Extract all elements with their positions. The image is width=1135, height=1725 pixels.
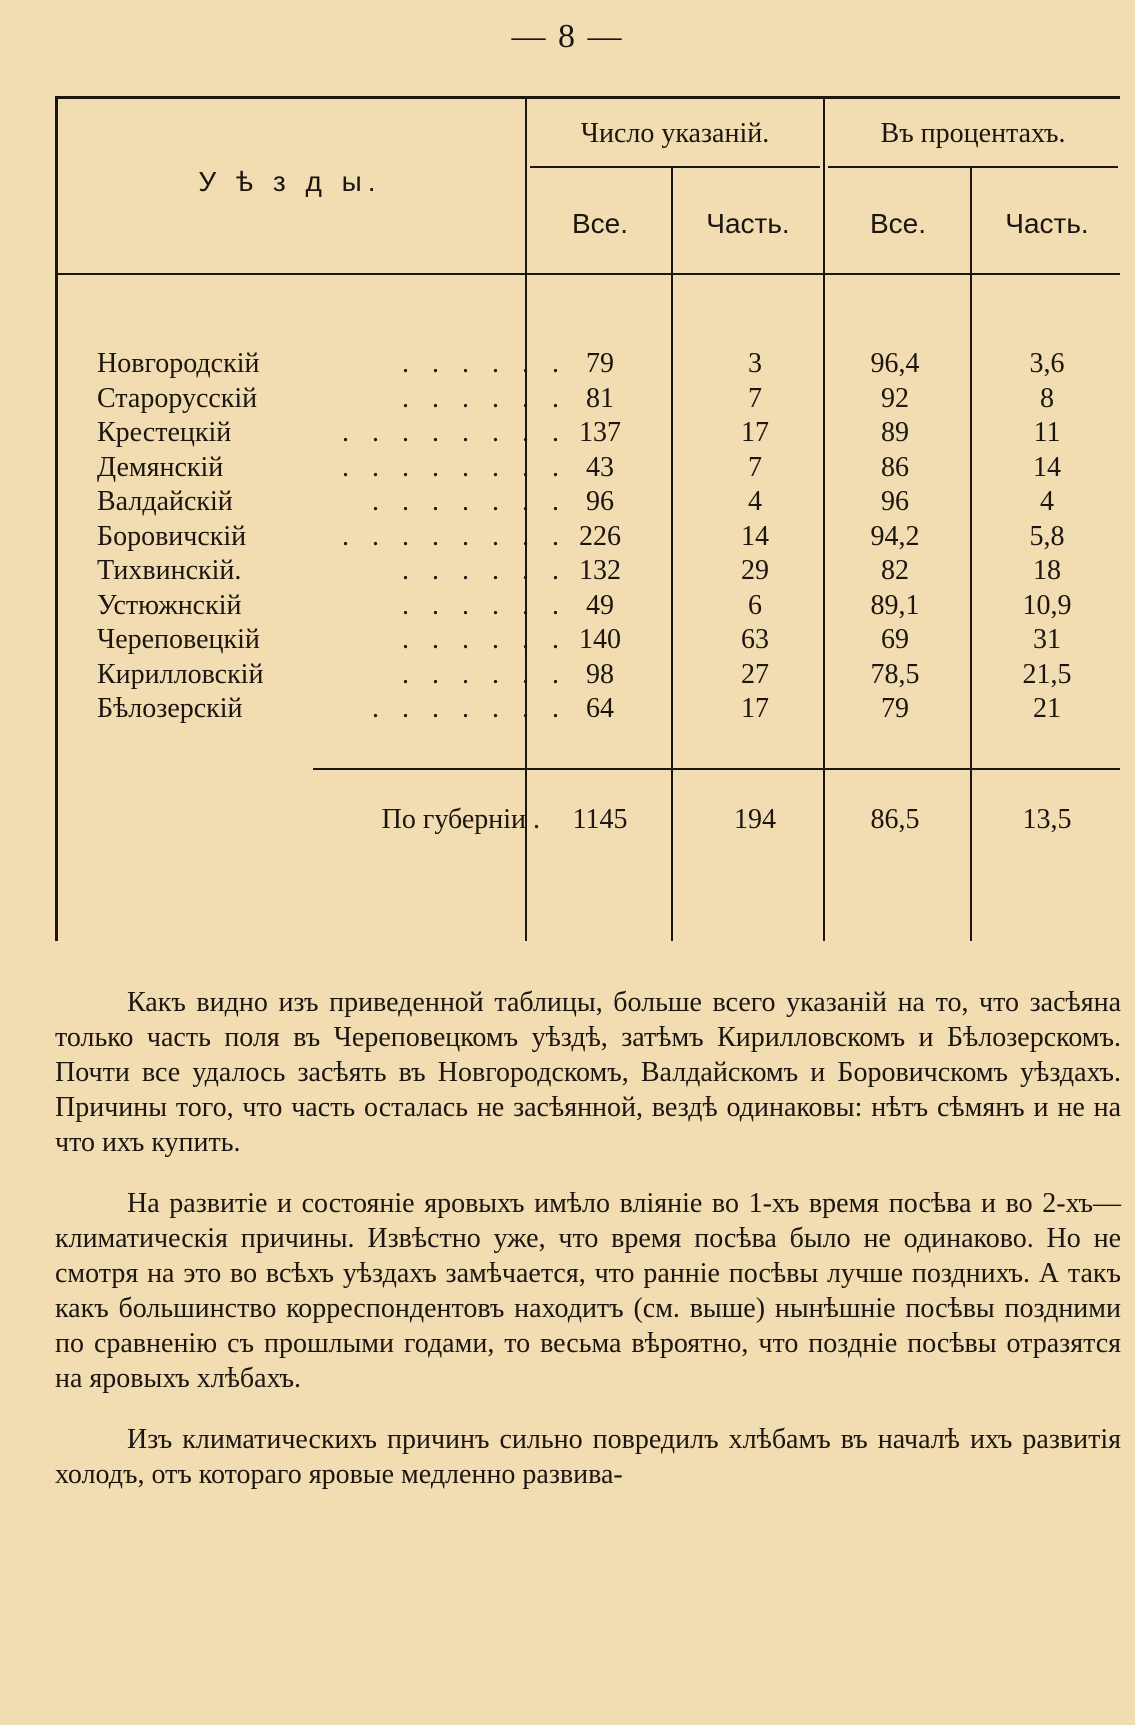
count-part-cell: 29 (741, 555, 769, 586)
table-row (55, 452, 1120, 486)
group-underline (530, 166, 820, 168)
percent-all-cell: 82 (881, 555, 909, 586)
count-all-cell: 226 (579, 520, 621, 552)
page-number: — 8 — (511, 18, 624, 55)
table-row (55, 624, 1120, 658)
percent-part-cell: 8 (1040, 382, 1054, 414)
total-count-all: 1145 (572, 804, 628, 835)
percent-all-cell: 69 (881, 624, 909, 655)
percent-all-cell: 92 (881, 382, 909, 414)
header-bottom-rule (58, 273, 1120, 275)
count-part-cell: 4 (748, 486, 762, 517)
percent-all-cell: 96,4 (870, 348, 920, 379)
total-count-part: 194 (734, 804, 776, 835)
table-row (55, 555, 1120, 589)
district-name: Новгородскій (97, 348, 260, 379)
leader-dots: . . . . . . (402, 555, 567, 586)
group-underline (828, 166, 1118, 168)
table-row (55, 521, 1120, 555)
total-percent-all: 86,5 (870, 804, 920, 835)
count-part-cell: 17 (741, 417, 769, 448)
leader-dots: . . . . . . . (372, 693, 567, 724)
leader-dots: . . . . . . (402, 624, 567, 655)
percent-part-header: Часть. (1005, 208, 1089, 239)
percent-all-cell: 89 (881, 417, 909, 448)
percent-all-cell: 79 (881, 693, 909, 724)
count-all-cell: 49 (586, 589, 614, 621)
district-name: Демянскій (97, 451, 224, 483)
paragraph-1: Какъ видно изъ приведенной таблицы, больше всего указаній на то, что засѣяна только часть поля въ Череповецкомъ уѣздѣ, затѣмъ Кирилловскомъ и Бѣлозерскомъ. Почти все удалось засѣять въ Новгородскомъ, Валдайскомъ и Боровичскомъ уѣздахъ. Причины того, что часть осталась не засѣянной, вездѣ одинаковы: нѣтъ сѣмянъ и не на что ихъ купить. (55, 987, 1121, 1158)
count-all-cell: 132 (579, 555, 621, 586)
total-percent-part: 13,5 (1022, 804, 1072, 835)
leader-dots: . . . . . . . . (342, 451, 567, 483)
count-part-cell: 6 (748, 589, 762, 621)
table-row (55, 348, 1120, 382)
leader-dots: . . . . . . (402, 382, 567, 414)
table-top-rule (55, 96, 1120, 99)
leader-dots: . . . . . . (402, 589, 567, 621)
district-name: Бѣлозерскій (97, 693, 243, 724)
percent-all-cell: 89,1 (870, 589, 920, 621)
count-all-cell: 79 (586, 348, 614, 379)
percent-part-cell: 11 (1033, 417, 1061, 448)
count-all-cell: 140 (579, 624, 621, 655)
district-column-header: У ѣ з д ы. (198, 166, 382, 197)
leader-dots: . . . . . . (402, 348, 567, 379)
table-row (55, 693, 1120, 727)
count-group-header: Число указаній. (580, 118, 770, 149)
leader-dots: . . . . . . . (372, 486, 567, 517)
total-top-rule (313, 768, 1120, 770)
total-label: По губерніи . (381, 804, 540, 835)
leader-dots: . . . . . . . . (342, 417, 567, 448)
district-name: Тихвинскій. (97, 555, 242, 586)
leader-dots: . . . . . . . . (342, 520, 567, 552)
percent-all-cell: 78,5 (870, 658, 920, 690)
district-name: Устюжнскій (97, 589, 242, 621)
count-part-header: Часть. (706, 208, 790, 239)
body-text (55, 985, 1121, 1518)
count-part-cell: 3 (748, 348, 762, 379)
count-all-cell: 43 (586, 451, 614, 483)
district-name: Крестецкій (97, 417, 232, 448)
table-row (55, 590, 1120, 624)
percent-part-cell: 3,6 (1029, 348, 1065, 379)
count-part-cell: 7 (748, 382, 762, 414)
count-all-cell: 98 (586, 658, 614, 690)
paragraph-3: Изъ климатическихъ причинъ сильно повредилъ хлѣбамъ въ началѣ ихъ развитія холодъ, отъ котораго яровые медленно развива- (55, 1424, 1121, 1490)
total-row (55, 804, 1120, 838)
percent-part-cell: 5,8 (1029, 520, 1065, 552)
statistics-table (55, 96, 1120, 941)
count-part-cell: 63 (741, 624, 769, 655)
district-name: Старорусскій (97, 382, 258, 414)
count-all-header: Все. (571, 208, 629, 239)
district-name: Кирилловскій (97, 658, 264, 690)
count-all-cell: 96 (586, 486, 614, 517)
district-name: Валдайскій (97, 486, 233, 517)
percent-part-cell: 18 (1033, 555, 1061, 586)
table-row (55, 417, 1120, 451)
count-part-cell: 27 (741, 658, 769, 690)
percent-part-cell: 10,9 (1022, 589, 1072, 621)
percent-all-cell: 94,2 (870, 520, 920, 552)
count-part-cell: 7 (748, 451, 762, 483)
percent-group-header: Въ процентахъ. (880, 118, 1066, 149)
percent-part-cell: 4 (1040, 486, 1054, 517)
count-all-cell: 81 (586, 382, 614, 414)
district-name: Боровичскій (97, 520, 247, 552)
count-part-cell: 14 (741, 520, 769, 552)
paragraph-2: На развитіе и состояніе яровыхъ имѣло вліяніе во 1-хъ время посѣва и во 2-хъ—климатическія причины. Извѣстно уже, что время посѣва было не одинаково. Но не смотря на это во всѣхъ уѣздахъ замѣчается, что ранніе посѣвы лучше позднихъ. А такъ какъ большинство корреспондентовъ находитъ (см. выше) нынѣшніе посѣвы поздними по сравненію съ прошлыми годами, то весьма вѣроятно, что поздніе посѣвы отразятся на яровыхъ хлѣбахъ. (55, 1188, 1121, 1394)
percent-part-cell: 14 (1033, 451, 1061, 483)
percent-all-header: Все. (869, 208, 927, 239)
count-all-cell: 64 (586, 693, 614, 724)
percent-part-cell: 21,5 (1022, 658, 1072, 690)
table-row (55, 383, 1120, 417)
count-part-cell: 17 (741, 693, 769, 724)
district-name: Череповецкій (97, 624, 260, 655)
percent-all-cell: 86 (881, 451, 909, 483)
count-all-cell: 137 (579, 417, 621, 448)
percent-part-cell: 31 (1033, 624, 1061, 655)
percent-all-cell: 96 (881, 486, 909, 517)
percent-part-cell: 21 (1033, 693, 1061, 724)
table-row (55, 659, 1120, 693)
table-row (55, 486, 1120, 520)
leader-dots: . . . . . . (402, 658, 567, 690)
